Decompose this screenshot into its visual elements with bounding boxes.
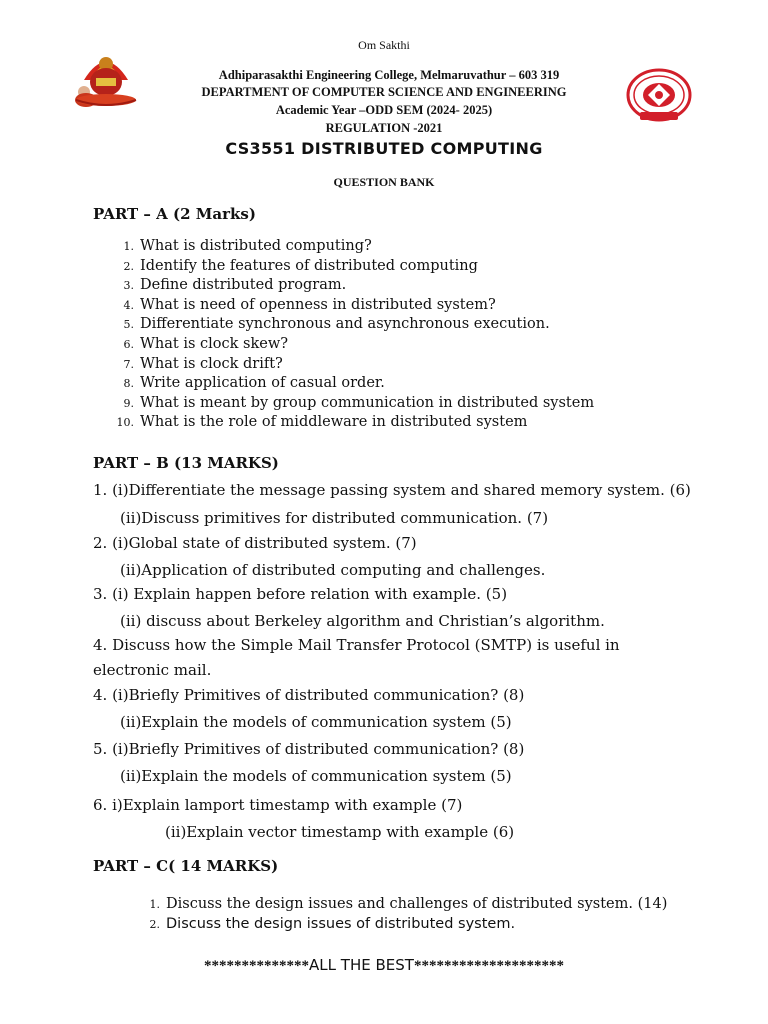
- part-a-item: [110, 277, 346, 293]
- part-c-item-text: Discuss the design issues of distributed system.: [166, 916, 516, 932]
- footer-all-the-best: [0, 956, 768, 975]
- question-bank-title: QUESTION BANK: [333, 175, 435, 189]
- academic-year: Academic Year –ODD SEM (2024- 2025): [275, 103, 493, 117]
- part-a-item-number: 7.: [123, 358, 134, 371]
- part-b-question-line: (ii)Application of distributed computing and challenges.: [120, 561, 546, 579]
- part-b-question-line: 4. Discuss how the Simple Mail Transfer Protocol (SMTP) is useful in: [93, 636, 620, 654]
- part-c-item: [136, 896, 667, 912]
- part-a-heading: PART – A (2 Marks): [93, 205, 256, 223]
- part-a-item-text: What is need of openness in distributed system?: [140, 297, 496, 313]
- part-a-item: [110, 297, 496, 313]
- part-a-item: [110, 356, 283, 372]
- part-b-question-line: (ii)Explain the models of communication system (5): [120, 767, 512, 785]
- part-a-item-text: Identify the features of distributed computing: [140, 258, 478, 274]
- part-c-item-number: 2.: [149, 918, 160, 931]
- part-a-item-text: Write application of casual order.: [140, 375, 385, 391]
- part-a-item-text: Differentiate synchronous and asynchronous execution.: [140, 316, 550, 332]
- part-a-item-text: What is clock skew?: [140, 336, 289, 352]
- part-a-item: [110, 258, 478, 274]
- part-c-item-text: Discuss the design issues and challenges of distributed system. (14): [166, 896, 668, 912]
- part-a-item-number: 3.: [123, 279, 134, 292]
- part-b-heading: PART – B (13 MARKS): [93, 454, 279, 472]
- part-b-question-line: 5. (i)Briefly Primitives of distributed communication? (8): [93, 740, 525, 758]
- regulation: REGULATION -2021: [325, 121, 443, 135]
- footer-stars-left: **************: [204, 958, 310, 974]
- part-b-question-line: (ii)Explain the models of communication system (5): [120, 713, 512, 731]
- part-a-item-number: 1.: [123, 240, 134, 253]
- part-a-item-number: 2.: [123, 260, 134, 273]
- part-a-item: [110, 414, 527, 430]
- footer-stars-right: ********************: [413, 958, 564, 974]
- part-c-item-number: 1.: [149, 898, 160, 911]
- part-a-item-text: What is distributed computing?: [140, 238, 372, 254]
- part-b-question-line: 1. (i)Differentiate the message passing system and shared memory system. (6): [93, 481, 691, 499]
- part-a-item-text: What is clock drift?: [140, 356, 283, 372]
- part-b-question-line: 6. i)Explain lamport timestamp with example (7): [93, 796, 463, 814]
- part-b-question-line: (ii)Discuss primitives for distributed communication. (7): [120, 509, 549, 527]
- part-a-item-number: 8.: [123, 377, 134, 390]
- part-a-item: [110, 395, 594, 411]
- part-a-item-text: What is meant by group communication in distributed system: [140, 395, 595, 411]
- part-c-heading: PART – C( 14 MARKS): [93, 857, 279, 875]
- part-a-item: [110, 238, 372, 254]
- part-b-question-line: 2. (i)Global state of distributed system. (7): [93, 534, 417, 552]
- part-b-question-line: (ii) discuss about Berkeley algorithm and Christian’s algorithm.: [120, 612, 605, 630]
- part-b-question-line: 4. (i)Briefly Primitives of distributed communication? (8): [93, 686, 525, 704]
- part-a-item: [110, 336, 288, 352]
- part-b-question-line: (ii)Explain vector timestamp with example (6): [165, 823, 515, 841]
- part-c-item: [136, 916, 515, 932]
- part-a-item: [110, 316, 550, 332]
- part-a-item-number: 9.: [123, 397, 134, 410]
- part-b-question-line: 3. (i) Explain happen before relation with example. (5): [93, 585, 508, 603]
- footer-text: ALL THE BEST: [309, 956, 414, 974]
- part-b-question-line: electronic mail.: [93, 661, 212, 679]
- part-a-item-text: What is the role of middleware in distributed system: [140, 414, 528, 430]
- part-a-item-number: 4.: [123, 299, 134, 312]
- part-a-item-text: Define distributed program.: [140, 277, 347, 293]
- course-title: CS3551 DISTRIBUTED COMPUTING: [225, 139, 543, 158]
- department-name: DEPARTMENT OF COMPUTER SCIENCE AND ENGINEERING: [201, 85, 567, 99]
- part-a-item-number: 6.: [123, 338, 134, 351]
- part-a-item-number: 10.: [116, 416, 134, 429]
- part-a-item: [110, 375, 385, 391]
- college-name: Adhiparasakthi Engineering College, Melmaruvathur – 603 319: [218, 68, 560, 82]
- part-a-item-number: 5.: [123, 318, 134, 331]
- om-sakthi-text: Om Sakthi: [358, 38, 410, 52]
